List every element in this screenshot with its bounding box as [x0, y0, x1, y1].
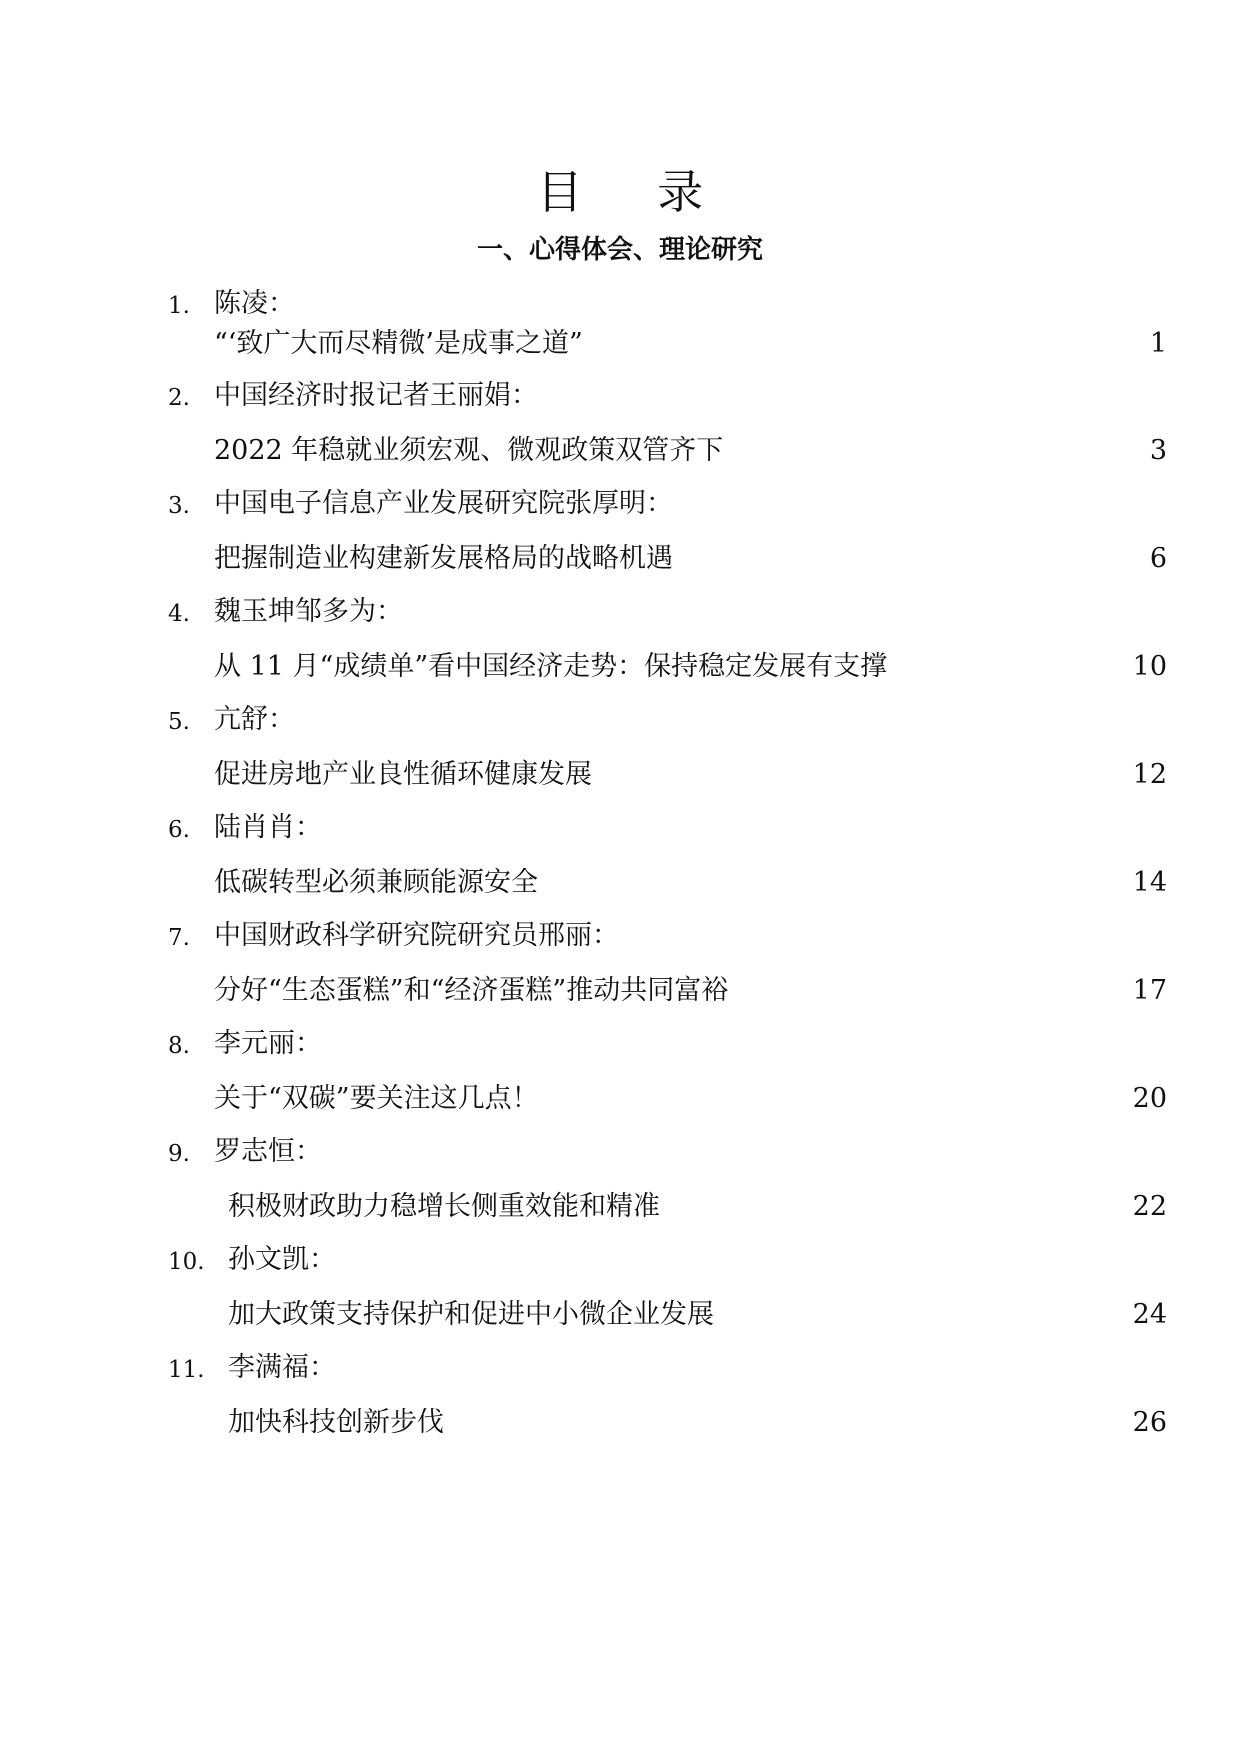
entry-article-title[interactable]: 加快科技创新步伐 — [228, 1407, 444, 1438]
entry-page-number: 20 — [1132, 1083, 1167, 1114]
entry-author: 李元丽： — [214, 1028, 322, 1059]
entry-article-title[interactable]: 积极财政助力稳增长侧重效能和精准 — [228, 1191, 660, 1222]
entry-article-title[interactable]: 促进房地产业良性循环健康发展 — [214, 759, 592, 790]
entry-number: 8. — [168, 1033, 190, 1059]
entry-number: 3. — [168, 493, 190, 519]
entry-page-number: 10 — [1132, 651, 1167, 682]
page-title: 目 录 — [536, 165, 734, 219]
entry-article-title[interactable]: 低碳转型必须兼顾能源安全 — [214, 867, 538, 898]
entry-number: 11. — [168, 1357, 205, 1383]
entry-page-number: 1 — [1149, 328, 1167, 359]
entry-article-title[interactable]: 分好“生态蛋糕”和“经济蛋糕”推动共同富裕 — [214, 975, 729, 1006]
entry-page-number: 6 — [1149, 543, 1167, 574]
entry-author: 陆肖肖： — [214, 812, 322, 843]
entry-author: 李满福： — [228, 1352, 336, 1383]
entry-page-number: 12 — [1132, 759, 1167, 790]
entry-author: 魏玉坤邹多为： — [214, 596, 403, 627]
entry-number: 5. — [168, 709, 190, 735]
entry-page-number: 22 — [1132, 1191, 1167, 1222]
entry-number: 1. — [168, 293, 190, 319]
entry-article-title[interactable]: “‘致广大而尽精微’是成事之道” — [214, 328, 583, 359]
entry-page-number: 26 — [1132, 1407, 1167, 1438]
section-heading: 一、心得体会、理论研究 — [476, 235, 763, 265]
entry-author: 罗志恒： — [214, 1136, 322, 1167]
entry-page-number: 14 — [1132, 867, 1167, 898]
entry-page-number: 17 — [1132, 975, 1167, 1006]
entry-article-title[interactable]: 从 11 月“成绩单”看中国经济走势：保持稳定发展有支撑 — [214, 651, 888, 682]
entry-author: 中国电子信息产业发展研究院张厚明： — [214, 488, 673, 519]
entry-number: 6. — [168, 817, 190, 843]
entry-number: 10. — [168, 1249, 205, 1275]
entry-article-title[interactable]: 加大政策支持保护和促进中小微企业发展 — [228, 1299, 714, 1330]
entry-article-title[interactable]: 关于“双碳”要关注这几点！ — [214, 1083, 539, 1114]
entry-author: 中国经济时报记者王丽娟： — [214, 380, 538, 411]
entry-author: 亢舒： — [214, 704, 295, 735]
entry-number: 7. — [168, 925, 190, 951]
entry-page-number: 3 — [1149, 435, 1167, 466]
entry-number: 9. — [168, 1141, 190, 1167]
entry-article-title[interactable]: 把握制造业构建新发展格局的战略机遇 — [214, 543, 673, 574]
entry-number: 2. — [168, 385, 190, 411]
entry-number: 4. — [168, 601, 190, 627]
entry-page-number: 24 — [1132, 1299, 1167, 1330]
entry-article-title[interactable]: 2022 年稳就业须宏观、微观政策双管齐下 — [214, 435, 724, 466]
entry-author: 孙文凯： — [228, 1244, 336, 1275]
entry-author: 陈凌： — [214, 288, 295, 319]
entry-author: 中国财政科学研究院研究员邢丽： — [214, 920, 619, 951]
